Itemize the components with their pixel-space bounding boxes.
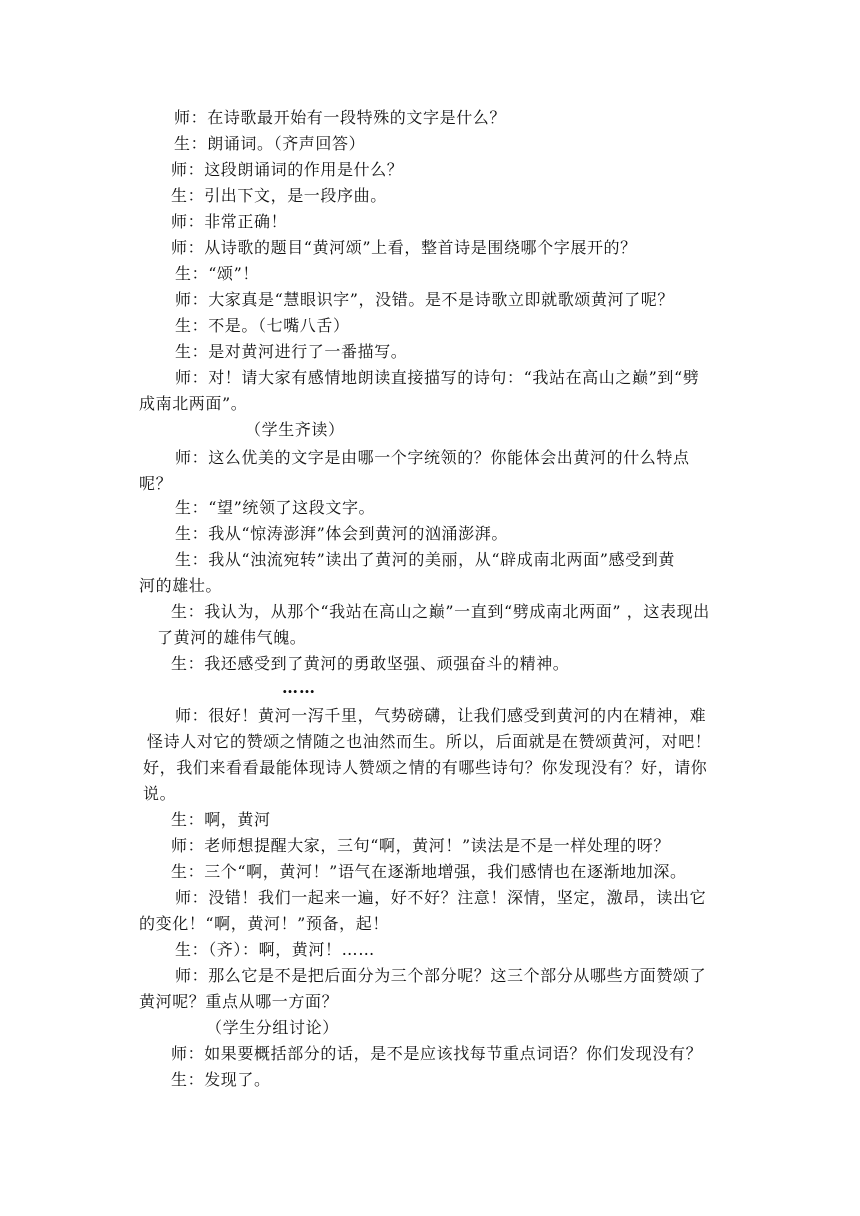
stage-direction: （学生分组讨论） — [206, 1018, 339, 1037]
dialogue-line: 生：是对黄河进行了一番描写。 — [175, 342, 408, 361]
dialogue-line: 师：在诗歌最开始有一段特殊的文字是什么？ — [174, 108, 507, 127]
dialogue-line: 师：那么它是不是把后面分为三个部分呢？这三个部分从哪些方面赞颂了 — [175, 966, 707, 985]
dialogue-line: 生：引出下文，是一段序曲。 — [171, 186, 387, 205]
dialogue-line: 师：没错！我们一起来一遍，好不好？注意！深情，坚定，激昂，读出它 — [175, 888, 707, 907]
dialogue-line: 生：三个“啊，黄河！”语气在逐渐地增强，我们感情也在逐渐地加深。 — [171, 862, 687, 881]
stage-direction: （学生齐读） — [245, 420, 345, 439]
dialogue-line: 师：如果要概括部分的话，是不是应该找每节重点词语？你们发现没有？ — [171, 1044, 703, 1063]
dialogue-line: 师：非常正确！ — [171, 212, 288, 231]
dialogue-line: 生：我从“惊涛澎湃”体会到黄河的汹涌澎湃。 — [175, 524, 508, 543]
dialogue-line: 呢？ — [139, 474, 173, 493]
dialogue-line: 师：对！请大家有感情地朗读直接描写的诗句：“我站在高山之巅”到“劈 — [175, 368, 700, 387]
dialogue-line: 师：从诗歌的题目“黄河颂”上看，整首诗是围绕哪个字展开的？ — [171, 238, 637, 257]
dialogue-line: 师：老师想提醒大家，三句“啊，黄河！”读法是不是一样处理的呀？ — [171, 836, 670, 855]
dialogue-line: 生：不是。（七嘴八舌） — [175, 316, 350, 335]
dialogue-line: 生：我从“浊流宛转”读出了黄河的美丽，从“辟成南北两面”感受到黄 — [175, 550, 675, 569]
dialogue-line: 师：这段朗诵词的作用是什么？ — [171, 160, 404, 179]
dialogue-line: 生：“望”统领了这段文字。 — [175, 498, 376, 517]
dialogue-line: 怪诗人对它的赞颂之情随之也油然而生。所以，后面就是在赞颂黄河，对吧！ — [147, 732, 712, 751]
dialogue-line: 生：啊，黄河 — [171, 810, 271, 829]
dialogue-line: 黄河呢？重点从哪一方面？ — [139, 992, 339, 1011]
dialogue-line: 生：（齐）：啊，黄河！…… — [175, 940, 375, 959]
dialogue-line: 师：很好！黄河一泻千里，气势磅礴，让我们感受到黄河的内在精神，难 — [175, 706, 707, 725]
dialogue-line: 说。 — [143, 784, 177, 803]
dialogue-line: 了黄河的雄伟气魄。 — [157, 628, 307, 647]
dialogue-line: 生：我还感受到了黄河的勇敢坚强、顽强奋斗的精神。 — [171, 654, 570, 673]
ellipsis-break: …… — [282, 678, 316, 697]
dialogue-line: 好，我们来看看最能体现诗人赞颂之情的有哪些诗句？你发现没有？好，请你 — [143, 758, 708, 777]
dialogue-line: 成南北两面”。 — [139, 394, 248, 413]
dialogue-line: 生：发现了。 — [171, 1070, 271, 1089]
dialogue-line: 师：大家真是“慧眼识字”，没错。是不是诗歌立即就歌颂黄河了呢？ — [175, 290, 674, 309]
dialogue-line: 师：这么优美的文字是由哪一个字统领的？你能体会出黄河的什么特点 — [175, 448, 690, 467]
dialogue-line: 生：我认为，从那个“我站在高山之巅”一直到“劈成南北两面” ，这表现出 — [171, 602, 710, 621]
dialogue-line: 生：“颂”！ — [175, 264, 259, 283]
dialogue-line: 的变化！“啊，黄河！”预备，起！ — [139, 914, 389, 933]
dialogue-line: 生：朗诵词。（齐声回答） — [174, 134, 366, 153]
dialogue-line: 河的雄壮。 — [139, 576, 223, 595]
